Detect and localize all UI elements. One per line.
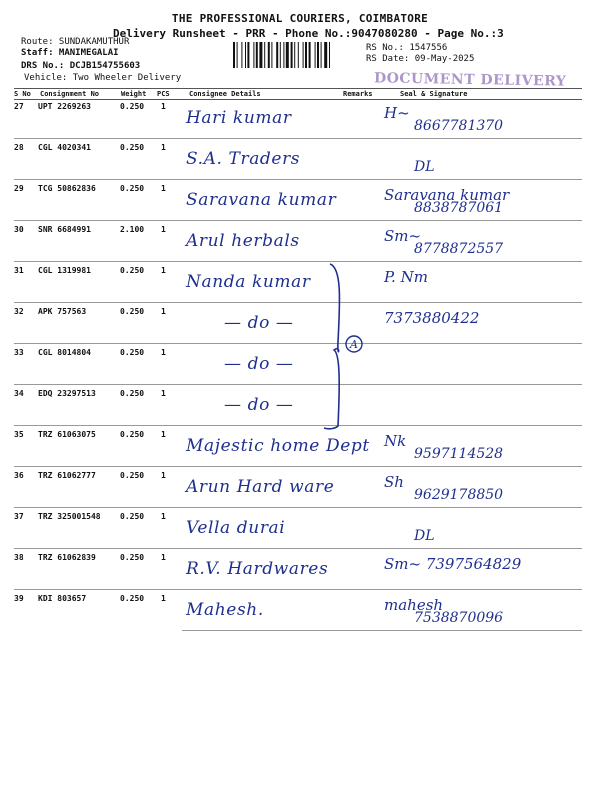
row-weight: 0.250 xyxy=(120,266,145,275)
row-phone: 8667781370 xyxy=(414,118,504,134)
row-phone: DL xyxy=(414,159,435,175)
row-pcs: 1 xyxy=(161,553,166,562)
row-phone: 9597114528 xyxy=(414,446,504,462)
row-consignee: Vella durai xyxy=(186,518,286,538)
row-divider xyxy=(182,630,582,631)
row-consignment: CGL 4020341 xyxy=(38,143,91,152)
row-consignment: UPT 2269263 xyxy=(38,102,91,111)
barcode-bar xyxy=(264,42,265,68)
rs-date: RS Date: 09-May-2025 xyxy=(366,54,475,64)
table-row xyxy=(14,262,582,303)
barcode-bar xyxy=(233,42,235,68)
barcode-bar xyxy=(317,42,319,68)
row-phone: 8778872557 xyxy=(414,241,504,257)
row-weight: 2.100 xyxy=(120,225,145,234)
row-consignee: Hari kumar xyxy=(186,108,292,128)
col-pcs: PCS xyxy=(157,90,170,98)
row-consignee: Arul herbals xyxy=(186,231,300,251)
row-consignee: Majestic home Dept xyxy=(186,436,370,456)
table-row xyxy=(14,426,582,467)
row-sno: 33 xyxy=(14,348,24,357)
col-weight: Weight xyxy=(121,90,147,98)
row-signature: P. Nm xyxy=(384,268,428,286)
row-phone: 8838787061 xyxy=(414,200,504,216)
row-signature: Nk xyxy=(384,432,407,450)
table-row xyxy=(14,549,582,590)
barcode-bar xyxy=(247,42,249,68)
barcode-bar xyxy=(271,42,272,68)
row-consignment: TRZ 61062777 xyxy=(38,471,96,480)
row-consignment: EDQ 23297513 xyxy=(38,389,96,398)
row-signature: Saravana kumar xyxy=(384,186,510,204)
barcode xyxy=(233,42,361,68)
barcode-bar xyxy=(237,42,238,68)
col-remarks: Remarks xyxy=(343,90,373,98)
vehicle-label: Vehicle: Two Wheeler Delivery xyxy=(24,73,182,83)
barcode-bar xyxy=(329,42,330,68)
barcode-bar xyxy=(276,42,278,68)
row-pcs: 1 xyxy=(161,307,166,316)
barcode-bar xyxy=(253,42,254,68)
row-weight: 0.250 xyxy=(120,348,145,357)
row-weight: 0.250 xyxy=(120,389,145,398)
company-title: THE PROFESSIONAL COURIERS, COIMBATORE xyxy=(171,12,429,25)
table-row xyxy=(14,98,582,139)
row-consignment: CGL 1319981 xyxy=(38,266,91,275)
row-pcs: 1 xyxy=(161,348,166,357)
row-sno: 35 xyxy=(14,430,24,439)
row-sno: 30 xyxy=(14,225,24,234)
col-signature: Seal & Signature xyxy=(400,90,468,98)
barcode-bar xyxy=(309,42,311,68)
staff-label: Staff: MANIMEGALAI xyxy=(21,48,119,58)
row-consignment: SNR 6684991 xyxy=(38,225,91,234)
barcode-bar xyxy=(298,42,299,68)
barcode-bar xyxy=(315,42,316,68)
row-consignment: TRZ 61063075 xyxy=(38,430,96,439)
row-signature: Sh xyxy=(384,473,404,491)
barcode-bar xyxy=(259,42,262,68)
table-row xyxy=(14,508,582,549)
row-pcs: 1 xyxy=(161,266,166,275)
row-consignment: TRZ 61062839 xyxy=(38,553,96,562)
barcode-bar xyxy=(283,42,284,68)
brace-letter: A xyxy=(350,338,358,351)
table-row xyxy=(14,385,582,426)
table-row xyxy=(14,344,582,385)
row-pcs: 1 xyxy=(161,430,166,439)
row-consignee: — do — xyxy=(224,313,294,333)
row-consignee: S.A. Traders xyxy=(186,149,301,169)
document-delivery-stamp: DOCUMENT DELIVERY xyxy=(373,70,567,90)
barcode-bar xyxy=(280,42,281,68)
row-pcs: 1 xyxy=(161,184,166,193)
row-sno: 32 xyxy=(14,307,24,316)
row-signature: 7373880422 xyxy=(384,309,480,327)
row-pcs: 1 xyxy=(161,512,166,521)
row-weight: 0.250 xyxy=(120,102,145,111)
row-signature: mahesh xyxy=(384,596,444,614)
table-row xyxy=(14,467,582,508)
row-pcs: 1 xyxy=(161,471,166,480)
barcode-bar xyxy=(303,42,304,68)
row-consignee: Nanda kumar xyxy=(186,272,311,292)
barcode-bar xyxy=(321,42,322,68)
table-row xyxy=(14,180,582,221)
row-consignee: Arun Hard ware xyxy=(186,477,335,497)
row-weight: 0.250 xyxy=(120,430,145,439)
row-sno: 37 xyxy=(14,512,24,521)
row-weight: 0.250 xyxy=(120,307,145,316)
row-sno: 34 xyxy=(14,389,24,398)
row-sno: 27 xyxy=(14,102,24,111)
row-signature: Sm~ xyxy=(384,227,422,245)
row-consignee: R.V. Hardwares xyxy=(186,559,329,579)
barcode-bar xyxy=(286,42,289,68)
row-pcs: 1 xyxy=(161,143,166,152)
row-consignment: APK 757563 xyxy=(38,307,87,316)
col-details: Consignee Details xyxy=(189,90,261,98)
row-weight: 0.250 xyxy=(120,512,145,521)
row-weight: 0.250 xyxy=(120,143,145,152)
row-pcs: 1 xyxy=(161,594,166,603)
table-row xyxy=(14,303,582,344)
row-consignee: Mahesh. xyxy=(186,600,264,620)
row-sno: 31 xyxy=(14,266,24,275)
row-weight: 0.250 xyxy=(120,594,145,603)
row-consignment: TRZ 325001548 xyxy=(38,512,101,521)
row-pcs: 1 xyxy=(161,225,166,234)
row-pcs: 1 xyxy=(161,389,166,398)
row-consignment: CGL 8014804 xyxy=(38,348,91,357)
table-row xyxy=(14,139,582,180)
rs-number: RS No.: 1547556 xyxy=(366,43,448,53)
runsheet-title: Delivery Runsheet - PRR - Phone No.:9047080280 - Page No.:3 xyxy=(113,27,504,40)
barcode-bar xyxy=(245,42,246,68)
barcode-bar xyxy=(294,42,295,68)
row-signature: Sm~ 7397564829 xyxy=(384,555,522,573)
brace-mark xyxy=(320,262,380,430)
barcode-bar xyxy=(256,42,258,68)
row-phone: 9629178850 xyxy=(414,487,504,503)
row-sno: 36 xyxy=(14,471,24,480)
col-sno: S No xyxy=(14,90,31,98)
barcode-bar xyxy=(241,42,242,68)
row-pcs: 1 xyxy=(161,102,166,111)
row-consignee: — do — xyxy=(224,395,294,415)
row-consignment: KDI 803657 xyxy=(38,594,87,603)
row-consignee: Saravana kumar xyxy=(186,190,337,210)
barcode-bar xyxy=(324,42,327,68)
drs-number: DRS No.: DCJB154755603 xyxy=(21,61,141,71)
row-phone: 7538870096 xyxy=(414,610,504,626)
row-sno: 29 xyxy=(14,184,24,193)
route-label: Route: SUNDAKAMUTHUR xyxy=(21,37,130,47)
row-sno: 38 xyxy=(14,553,24,562)
row-sno: 28 xyxy=(14,143,24,152)
row-weight: 0.250 xyxy=(120,553,145,562)
row-phone: DL xyxy=(414,528,435,544)
barcode-bar xyxy=(305,42,307,68)
col-consignment: Consignment No xyxy=(40,90,100,98)
row-consignment: TCG 50862836 xyxy=(38,184,96,193)
barcode-bar xyxy=(291,42,293,68)
row-weight: 0.250 xyxy=(120,184,145,193)
table-row xyxy=(14,590,582,631)
row-signature: H~ xyxy=(384,104,410,122)
row-sno: 39 xyxy=(14,594,24,603)
barcode-bar xyxy=(268,42,270,68)
table-row xyxy=(14,221,582,262)
row-consignee: — do — xyxy=(224,354,294,374)
row-weight: 0.250 xyxy=(120,471,145,480)
